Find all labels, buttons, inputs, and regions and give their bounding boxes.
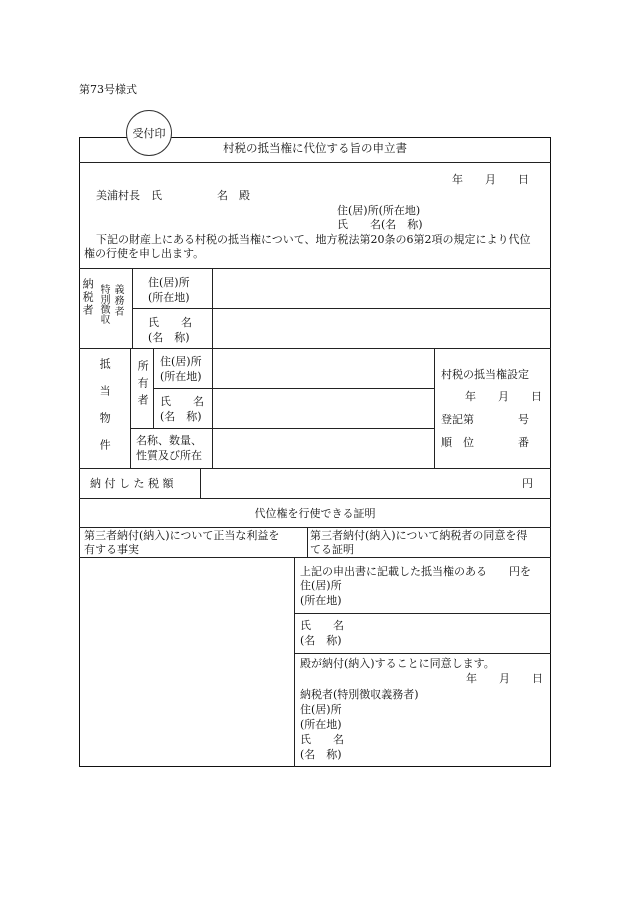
taxpayer-sublabel-2: 義務者 — [112, 284, 123, 317]
rank-number: 順 位 番 — [441, 436, 529, 449]
statement-line2: 権の行使を申し出ます。 — [84, 247, 205, 260]
consent-taxpayer-label: 納税者(特別徴収義務者) — [300, 688, 419, 701]
consent-date: 年 月 日 — [466, 672, 543, 685]
consent-taxpayer-address-1: 住(居)所 — [300, 703, 342, 716]
proof-right-header-2: てる証明 — [310, 543, 354, 556]
taxpayer-sublabel-1: 特別徴収 — [98, 284, 109, 324]
consent-address-label-2: (所在地) — [300, 594, 342, 607]
consent-line1: 上記の申出書に記載した抵当権のある 円を — [300, 565, 531, 578]
applicant-address-label: 住(居)所(所在地) — [337, 204, 421, 217]
proof-left-header-1: 第三者納付(納入)について正当な利益を — [84, 529, 280, 542]
owner-address-label-1: 住(居)所 — [160, 355, 202, 368]
statement-line1: 下記の財産上にある村税の抵当権について、地方税法第20条の6第2項の規定により代位 — [96, 233, 531, 246]
consent-taxpayer-address-2: (所在地) — [300, 718, 342, 731]
consent-address-label-1: 住(居)所 — [300, 579, 342, 592]
mortgage-date: 年 月 日 — [465, 390, 542, 403]
consent-name-label-2: (名 称) — [300, 634, 342, 647]
owner-name-label-1: 氏 名 — [160, 395, 204, 408]
proof-right-header-1: 第三者納付(納入)について納税者の同意を得 — [310, 529, 528, 542]
tax-paid-unit: 円 — [522, 477, 533, 490]
form-title: 村税の抵当権に代位する旨の申立書 — [223, 141, 407, 155]
proof-left-header-2: 有する事実 — [84, 543, 139, 556]
owner-label: 所有者 — [136, 360, 150, 411]
consent-name-label-1: 氏 名 — [300, 619, 344, 632]
owner-name-label-2: (名 称) — [160, 410, 202, 423]
form-number: 第73号様式 — [79, 83, 137, 96]
stamp-label: 受付印 — [132, 127, 166, 140]
tax-paid-label: 納 付 し た 税 額 — [90, 477, 174, 490]
mortgage-setting-label: 村税の抵当権設定 — [441, 368, 529, 381]
property-label: 抵当物件 — [98, 358, 112, 466]
description-label-1: 名称、数量、 — [136, 434, 202, 447]
taxpayer-name-label-1: 氏 名 — [148, 316, 192, 329]
consent-taxpayer-name-1: 氏 名 — [300, 733, 344, 746]
taxpayer-address-label-1: 住(居)所 — [148, 276, 190, 289]
registration-number: 登記第 号 — [441, 413, 529, 426]
taxpayer-name-label-2: (名 称) — [148, 331, 190, 344]
consent-agree-text: 殿が納付(納入)することに同意します。 — [300, 657, 495, 670]
addressee: 美浦村長 氏 名 殿 — [96, 189, 250, 202]
consent-taxpayer-name-2: (名 称) — [300, 748, 342, 761]
applicant-name-label: 氏 名(名 称) — [337, 218, 423, 231]
owner-address-label-2: (所在地) — [160, 370, 202, 383]
description-label-2: 性質及び所在 — [136, 449, 202, 462]
proof-header: 代位権を行使できる証明 — [254, 507, 376, 520]
taxpayer-label: 納税者 — [81, 278, 95, 317]
header-date: 年 月 日 — [452, 173, 529, 186]
taxpayer-address-label-2: (所在地) — [148, 291, 190, 304]
